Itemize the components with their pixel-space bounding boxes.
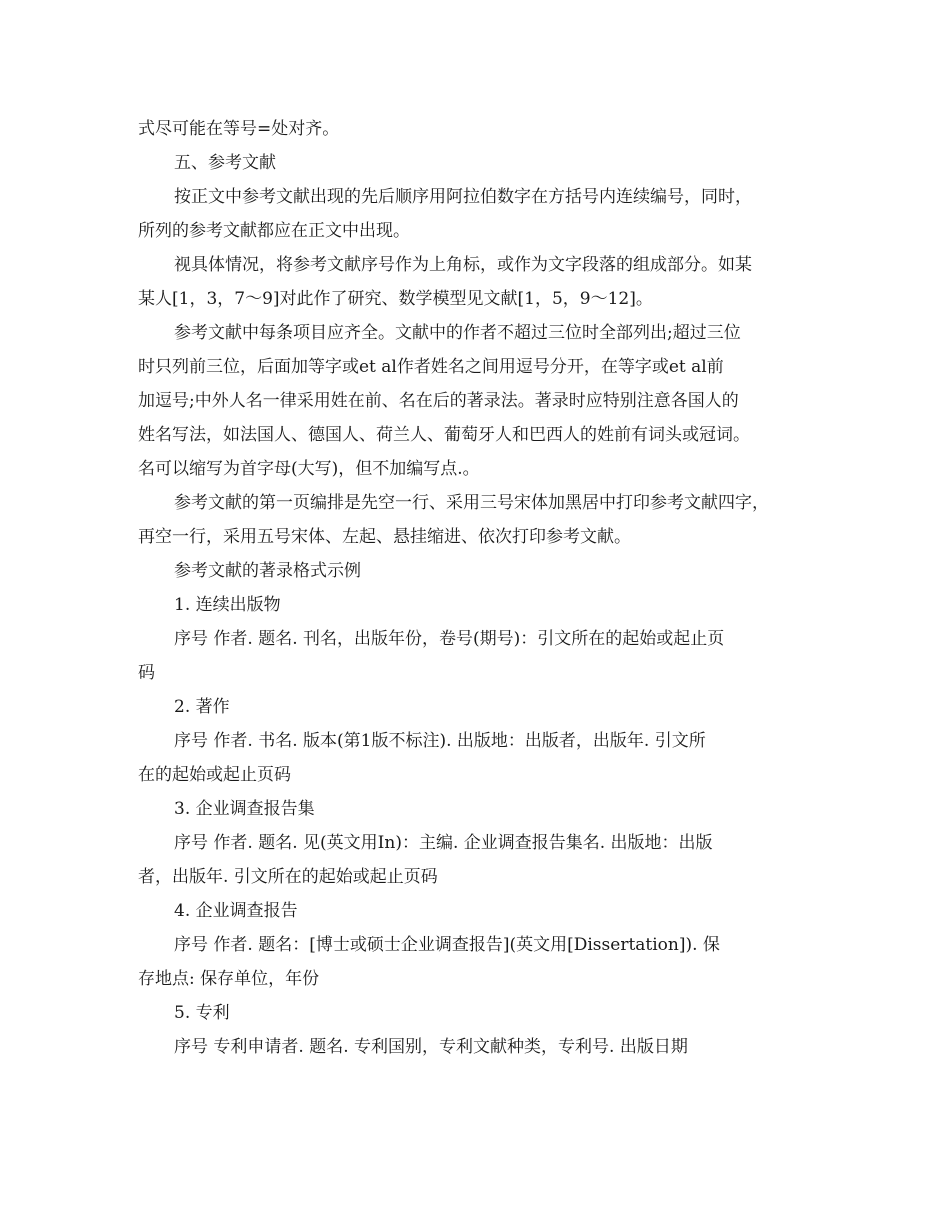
text-line: 序号 作者. 题名. 刊名，出版年份，卷号(期号)：引文所在的起始或起止页 bbox=[174, 629, 725, 649]
text-line: 所列的参考文献都应在正文中出现。 bbox=[138, 221, 410, 241]
text-line: 某人[1，3，7～9]对此作了研究、数学模型见文献[1，5，9～12]。 bbox=[138, 289, 653, 309]
text-line: 1. 连续出版物 bbox=[174, 595, 281, 615]
text-line: 加逗号;中外人名一律采用姓在前、名在后的著录法。著录时应特别注意各国人的 bbox=[138, 391, 739, 411]
text-line: 存地点: 保存单位，年份 bbox=[138, 969, 320, 989]
text-line: 在的起始或起止页码 bbox=[138, 765, 291, 785]
text-line: 式尽可能在等号=处对齐。 bbox=[138, 119, 340, 139]
text-line: 2. 著作 bbox=[174, 697, 230, 717]
text-line: 视具体情况，将参考文献序号作为上角标，或作为文字段落的组成部分。如某 bbox=[174, 255, 752, 275]
text-line: 参考文献的第一页编排是先空一行、采用三号宋体加黑居中打印参考文献四字， bbox=[174, 493, 769, 513]
text-line: 参考文献中每条项目应齐全。文献中的作者不超过三位时全部列出;超过三位 bbox=[174, 323, 741, 343]
document-body bbox=[138, 112, 818, 1064]
text-line: 按正文中参考文献出现的先后顺序用阿拉伯数字在方括号内连续编号，同时， bbox=[174, 187, 752, 207]
text-line: 序号 作者. 题名. 见(英文用In)：主编. 企业调查报告集名. 出版地：出版 bbox=[174, 833, 713, 853]
text-line: 五、参考文献 bbox=[174, 153, 276, 173]
text-line: 再空一行，采用五号宋体、左起、悬挂缩进、依次打印参考文献。 bbox=[138, 527, 631, 547]
text-line: 3. 企业调查报告集 bbox=[174, 799, 315, 819]
text-line: 5. 专利 bbox=[174, 1003, 230, 1023]
text-line: 4. 企业调查报告 bbox=[174, 901, 298, 921]
text-line: 序号 专利申请者. 题名. 专利国别，专利文献种类，专利号. 出版日期 bbox=[174, 1037, 688, 1057]
text-line: 序号 作者. 书名. 版本(第1版不标注). 出版地：出版者，出版年. 引文所 bbox=[174, 731, 706, 751]
text-line: 序号 作者. 题名：[博士或硕士企业调查报告](英文用[Dissertation]). 保 bbox=[174, 935, 720, 955]
text-line: 码 bbox=[138, 663, 155, 683]
text-line: 者，出版年. 引文所在的起始或起止页码 bbox=[138, 867, 438, 887]
text-line: 名可以缩写为首字母(大写)，但不加编写点.。 bbox=[138, 459, 480, 479]
text-line: 参考文献的著录格式示例 bbox=[174, 561, 361, 581]
text-line: 姓名写法，如法国人、德国人、荷兰人、葡萄牙人和巴西人的姓前有词头或冠词。 bbox=[138, 425, 750, 445]
text-line: 时只列前三位，后面加等字或et al作者姓名之间用逗号分开，在等字或et al前 bbox=[138, 357, 724, 377]
